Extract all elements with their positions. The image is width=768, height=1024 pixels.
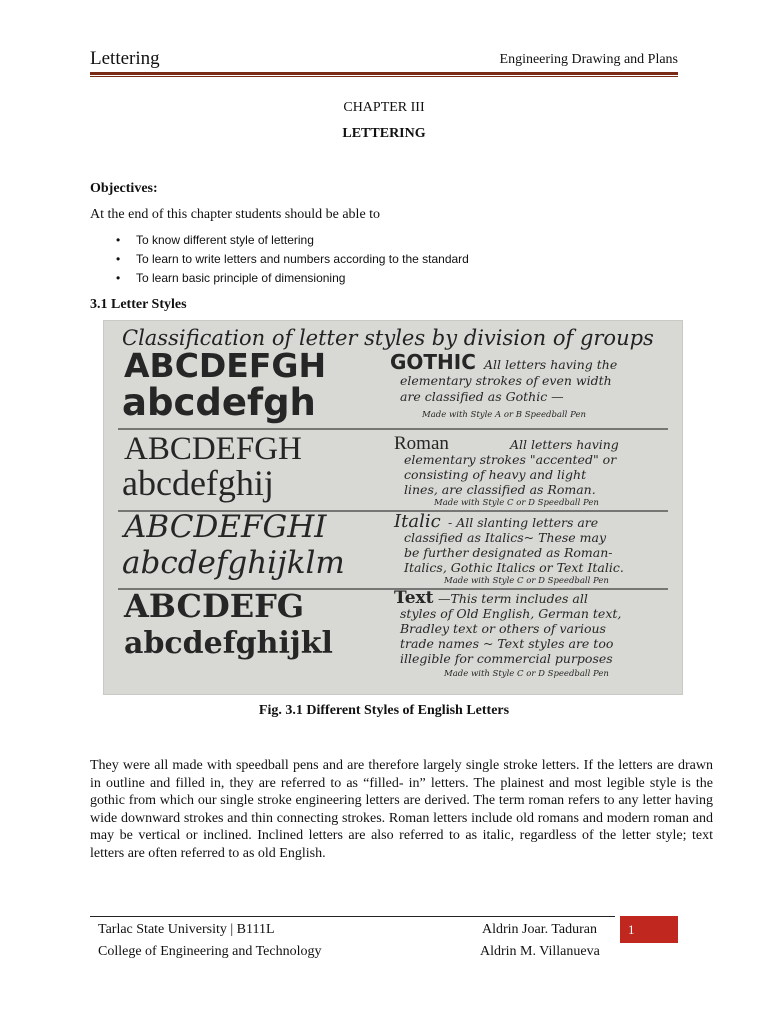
chapter-number: CHAPTER III: [343, 100, 425, 115]
list-item: [90, 231, 469, 250]
roman-desc-line: elementary strokes "accented" or: [404, 452, 617, 467]
page-number: 1: [628, 922, 635, 937]
chapter-title: LETTERING: [342, 126, 426, 141]
text-desc-line: —This term includes all: [438, 591, 588, 606]
page-number-box: [620, 916, 678, 943]
figure-caption: Fig. 3.1 Different Styles of English Letters: [258, 703, 510, 718]
italic-desc-line: Italics, Gothic Italics or Text Italic.: [404, 560, 624, 575]
header-rule-thin: [90, 76, 678, 77]
objectives-intro: At the end of this chapter students should be able to: [90, 207, 381, 222]
header-subtitle: Engineering Drawing and Plans: [499, 52, 678, 67]
section-heading: 3.1 Letter Styles: [90, 297, 187, 312]
bullet-icon: •: [116, 233, 121, 247]
italic-uppercase-sample: ABCDEFGHI: [124, 509, 327, 545]
gothic-desc-line: elementary strokes of even width: [400, 373, 612, 388]
gothic-lowercase-sample: abcdefgh: [122, 381, 316, 424]
footer-university: Tarlac State University | B111L: [98, 922, 275, 937]
gothic-pen-note: Made with Style A or B Speedball Pen: [422, 410, 586, 420]
gothic-desc-line: are classified as Gothic —: [400, 389, 564, 404]
letter-styles-figure: [103, 320, 683, 695]
italic-pen-note: Made with Style C or D Speedball Pen: [444, 576, 609, 586]
italic-desc-line: - All slanting letters are: [448, 515, 599, 530]
roman-lowercase-sample: abcdefghij: [122, 463, 274, 503]
italic-lowercase-sample: abcdefghijklm: [122, 545, 345, 581]
footer-author-1: Aldrin Joar. Taduran: [482, 922, 598, 937]
text-desc-line: illegible for commercial purposes: [400, 651, 613, 666]
objectives-list: [90, 231, 469, 288]
italic-style-name: Italic: [394, 511, 441, 532]
italic-desc-line: be further designated as Roman-: [404, 545, 613, 560]
gothic-uppercase-sample: ABCDEFGH: [124, 346, 327, 385]
gothic-style-name: GOTHIC: [390, 350, 476, 374]
footer-rule: [90, 916, 615, 917]
objectives-heading: Objectives:: [90, 181, 158, 196]
roman-desc-line: lines, are classified as Roman.: [404, 482, 596, 497]
text-desc-line: Bradley text or others of various: [400, 621, 606, 636]
footer-author-2: Aldrin M. Villanueva: [480, 944, 600, 959]
roman-desc-line: All letters having: [510, 437, 619, 452]
text-style-name: Text: [394, 588, 434, 608]
roman-style-name: Roman: [394, 433, 449, 454]
roman-uppercase-sample: ABCDEFGH: [124, 431, 302, 467]
list-item: [90, 269, 469, 288]
objective-text: To know different style of lettering: [136, 233, 314, 247]
text-uppercase-sample: ABCDEFG: [124, 587, 305, 625]
bullet-icon: •: [116, 252, 121, 266]
header-rule: [90, 72, 678, 75]
text-desc-line: trade names ~ Text styles are too: [400, 636, 614, 651]
text-lowercase-sample: abcdefghijkl: [124, 626, 333, 661]
header-title: Lettering: [90, 48, 160, 69]
footer-college: College of Engineering and Technology: [98, 944, 322, 959]
letter-styles-image: [104, 321, 682, 694]
text-pen-note: Made with Style C or D Speedball Pen: [444, 669, 609, 679]
objective-text: To learn to write letters and numbers according to the standard: [136, 252, 469, 266]
objective-text: To learn basic principle of dimensioning: [136, 271, 346, 285]
gothic-desc-line: All letters having the: [484, 357, 618, 372]
roman-desc-line: consisting of heavy and light: [404, 467, 587, 482]
italic-desc-line: classified as Italics~ These may: [404, 530, 607, 545]
roman-pen-note: Made with Style C or D Speedball Pen: [434, 498, 599, 508]
body-paragraph: They were all made with speedball pens and are therefore largely single stroke letters. If the letters are drawn in outline and filled in, they are referred to as “filled- in” letters. The plainest and most legible style is the gothic from which our single stroke engineering letters are derived. The term roman refers to any letter having wide downward strokes and thin connecting strokes. Roman letters include old romans and modern roman and may be vertical or inclined. Inclined letters are also referred to as italic, regardless of the letter style; text letters are often referred to as old English.: [90, 758, 713, 861]
figure-title: Classification of letter styles by division of groups: [122, 326, 654, 350]
list-item: [90, 250, 469, 269]
bullet-icon: •: [116, 271, 121, 285]
text-desc-line: styles of Old English, German text,: [400, 606, 622, 621]
